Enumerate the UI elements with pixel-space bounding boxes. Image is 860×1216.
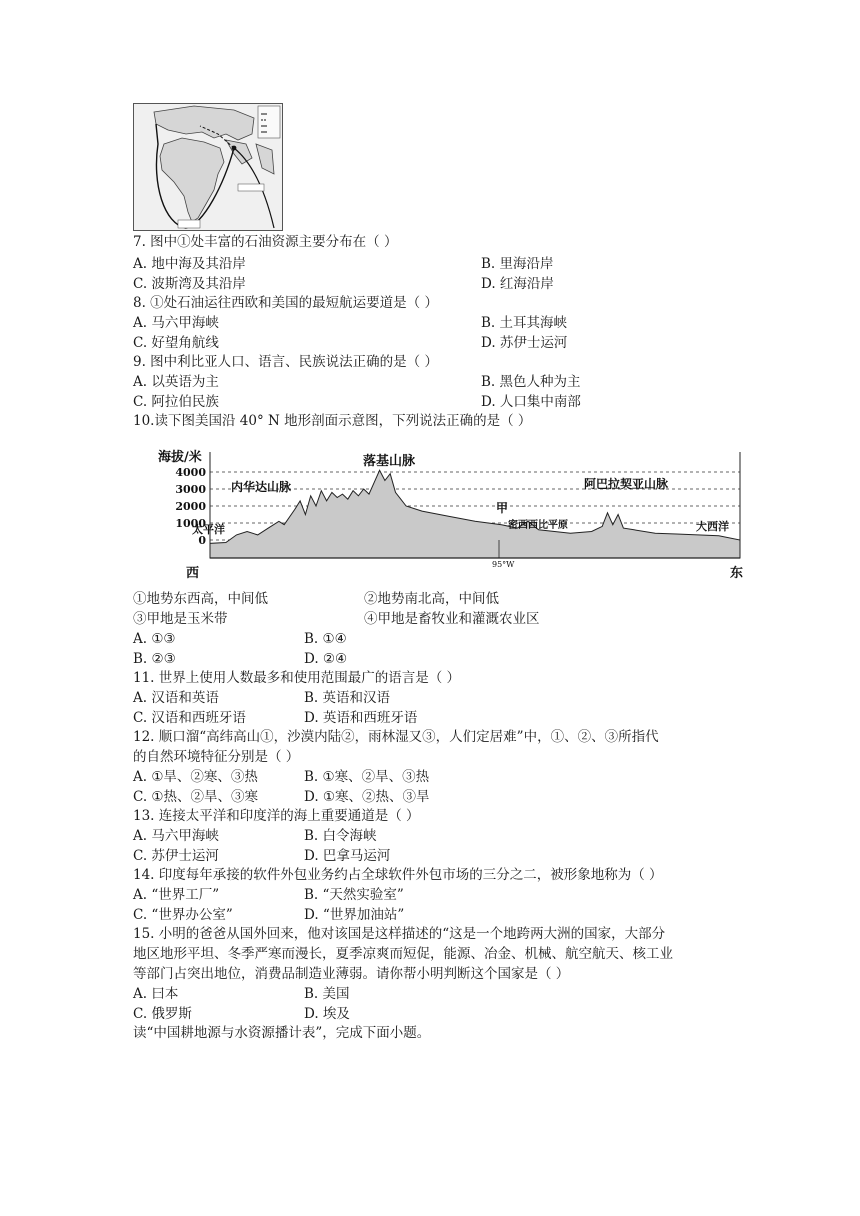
q15-stem-cont-2: 等部门占突出地位，消费品制造业薄弱。请你帮小明判断这个国家是（ ） (133, 966, 570, 982)
q8-option-d[interactable]: D. 苏伊士运河 (481, 335, 568, 351)
q10-item-2: ②地势南北高，中间低 (364, 591, 499, 607)
q8-option-a[interactable]: A. 马六甲海峡 (133, 315, 219, 331)
q12-option-d[interactable]: D. ①寒、②热、③旱 (304, 789, 430, 805)
q9-option-b[interactable]: B. 黑色人种为主 (481, 374, 581, 390)
q11-option-c[interactable]: C. 汉语和西班牙语 (133, 710, 246, 726)
terrain-profile-chart (156, 446, 746, 580)
q8-stem: 8. ①处石油运往西欧和美国的最短航运要道是（ ） (133, 295, 438, 311)
q7-stem: 7. 图中①处丰富的石油资源主要分布在（ ） (133, 234, 398, 250)
q13-option-c[interactable]: C. 苏伊士运河 (133, 848, 219, 864)
label-jia: 甲 (496, 501, 509, 515)
q15-stem-cont-1: 地区地形平坦、冬季严寒而漫长，夏季凉爽而短促，能源、冶金、机械、航空航天、核工业 (133, 946, 673, 962)
q10-item-3: ③甲地是玉米带 (133, 611, 228, 627)
q11-option-d[interactable]: D. 英语和西班牙语 (304, 710, 418, 726)
q12-option-b[interactable]: B. ①寒、②旱、③热 (304, 769, 430, 785)
y-axis-title: 海拔/米 (158, 450, 202, 465)
label-atlantic: 大西洋 (696, 520, 729, 533)
q15-option-d[interactable]: D. 埃及 (304, 1006, 350, 1022)
label-rocky-mountains: 落基山脉 (363, 454, 416, 469)
y-tick-2000: 2000 (175, 500, 206, 513)
q12-stem-cont: 的自然环境特征分别是（ ） (133, 749, 300, 765)
q14-option-b[interactable]: B. “天然实验室” (304, 887, 404, 903)
q14-option-c[interactable]: C. “世界办公室” (133, 907, 233, 923)
y-tick-3000: 3000 (175, 483, 206, 496)
q10-option-c[interactable]: B. ②③ (133, 651, 176, 667)
q13-option-a[interactable]: A. 马六甲海峡 (133, 828, 219, 844)
y-tick-1000: 1000 (175, 517, 206, 530)
q13-option-b[interactable]: B. 白令海峡 (304, 828, 377, 844)
q8-option-c[interactable]: C. 好望角航线 (133, 335, 219, 351)
footer-instruction: 读“中国耕地源与水资源播计表”，完成下面小题。 (133, 1025, 431, 1041)
q7-option-d[interactable]: D. 红海沿岸 (481, 276, 554, 292)
q13-stem: 13. 连接太平洋和印度洋的海上重要通道是（ ） (133, 808, 420, 824)
q7-option-c[interactable]: C. 波斯湾及其沿岸 (133, 276, 246, 292)
q15-option-b[interactable]: B. 美国 (304, 986, 350, 1002)
q11-stem: 11. 世界上使用人数最多和使用范围最广的语言是（ ） (133, 670, 461, 686)
label-west: 西 (186, 566, 200, 580)
q10-option-d[interactable]: D. ②④ (304, 651, 348, 667)
oil-route-map (133, 103, 283, 231)
q12-stem: 12. 顺口溜“高纬高山①，沙漠内陆②，雨林湿又③，人们定居难”中，①、②、③所指代 (133, 729, 659, 745)
label-95w: 95°W (492, 560, 515, 569)
q11-option-b[interactable]: B. 英语和汉语 (304, 690, 391, 706)
q10-item-1: ①地势东西高，中间低 (133, 591, 268, 607)
q9-option-c[interactable]: C. 阿拉伯民族 (133, 394, 219, 410)
label-east: 东 (730, 566, 744, 580)
q10-stem: 10.读下图美国沿 40° N 地形剖面示意图，下列说法正确的是（ ） (133, 413, 532, 429)
label-appalachian: 阿巴拉契亚山脉 (584, 477, 669, 491)
q7-option-b[interactable]: B. 里海沿岸 (481, 256, 554, 272)
q10-item-4: ④甲地是畜牧业和灌溉农业区 (364, 611, 540, 627)
q11-option-a[interactable]: A. 汉语和英语 (133, 690, 219, 706)
q8-option-b[interactable]: B. 土耳其海峡 (481, 315, 568, 331)
y-tick-4000: 4000 (175, 466, 206, 479)
q15-option-c[interactable]: C. 俄罗斯 (133, 1006, 192, 1022)
q10-option-a[interactable]: A. ①③ (133, 631, 176, 647)
y-tick-0: 0 (198, 534, 206, 547)
q10-option-b[interactable]: B. ①④ (304, 631, 347, 647)
q9-option-a[interactable]: A. 以英语为主 (133, 374, 219, 390)
label-sierra-nevada: 内华达山脉 (231, 480, 292, 494)
q14-stem: 14. 印度每年承接的软件外包业务约占全球软件外包市场的三分之二，被形象地称为（ ） (133, 867, 663, 883)
map-drawing (134, 104, 282, 230)
q14-option-d[interactable]: D. “世界加油站” (304, 907, 405, 923)
q9-option-d[interactable]: D. 人口集中南部 (481, 394, 581, 410)
q12-option-a[interactable]: A. ①旱、②寒、③热 (133, 769, 258, 785)
label-mississippi-plain: 密西西比平原 (508, 520, 568, 531)
q13-option-d[interactable]: D. 巴拿马运河 (304, 848, 391, 864)
q7-option-a[interactable]: A. 地中海及其沿岸 (133, 256, 246, 272)
label-pacific: 太平洋 (192, 523, 225, 536)
q15-stem: 15. 小明的爸爸从国外回来，他对该国是这样描述的“这是一个地跨两大洲的国家，大部分 (133, 926, 666, 942)
q9-stem: 9. 图中利比亚人口、语言、民族说法正确的是（ ） (133, 354, 438, 370)
q14-option-a[interactable]: A. “世界工厂” (133, 887, 220, 903)
q15-option-a[interactable]: A. 曰本 (133, 986, 179, 1002)
q12-option-c[interactable]: C. ①热、②旱、③寒 (133, 789, 259, 805)
